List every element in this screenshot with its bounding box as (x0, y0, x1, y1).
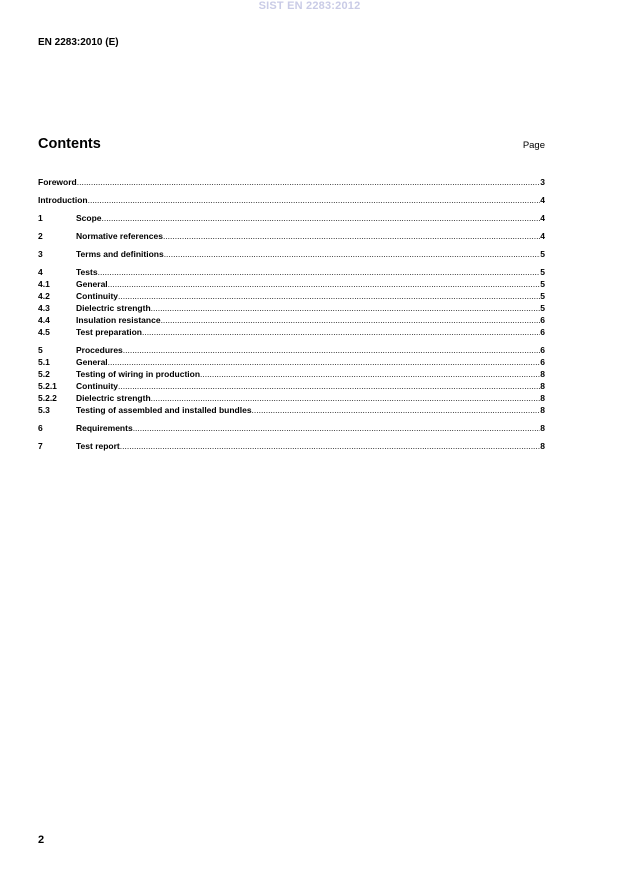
toc-entry-title: General (76, 357, 108, 367)
toc-entry-number: 4 (38, 267, 43, 278)
toc-entry-number: 4.5 (38, 327, 50, 337)
toc-entry-title: Test report (76, 440, 120, 451)
toc-leader-dots (200, 369, 540, 381)
toc-entry-page: 5 (540, 291, 545, 302)
toc-entry-number: 4.1 (38, 279, 50, 290)
toc-entry-number: 3 (38, 249, 43, 260)
toc-leader-dots (77, 177, 541, 189)
watermark: SIST EN 2283:2012 (258, 0, 361, 12)
toc-entry-terms-and-definitions[interactable] (38, 249, 545, 261)
toc-entry-page: 5 (540, 267, 545, 278)
toc-leader-dots (120, 441, 540, 453)
toc-entry-title: Continuity (76, 291, 119, 302)
toc-entry-general[interactable] (38, 357, 545, 369)
toc-entry-page: 4 (540, 195, 545, 206)
toc-entry-page: 3 (540, 177, 545, 187)
toc-entry-page: 8 (540, 368, 545, 379)
toc-leader-dots (161, 315, 541, 327)
page-number: 2 (38, 834, 45, 846)
toc-entry-page: 4 (540, 213, 545, 224)
toc-entry-title: Procedures (76, 345, 123, 356)
table-of-contents (38, 177, 545, 453)
toc-entry-procedures[interactable] (38, 345, 545, 357)
page-column-label: Page (522, 140, 545, 151)
toc-entry-page: 6 (540, 315, 545, 326)
toc-entry-title: Tests (76, 267, 98, 278)
toc-leader-dots (142, 327, 540, 339)
toc-entry-page: 8 (540, 404, 545, 415)
toc-entry-page: 6 (540, 327, 545, 337)
toc-entry-page: 8 (540, 380, 545, 391)
toc-entry-number: 5.2.2 (38, 392, 57, 403)
toc-entry-tests[interactable] (38, 267, 545, 279)
toc-entry-number: 4.4 (38, 315, 50, 326)
toc-leader-dots (151, 303, 541, 315)
toc-leader-dots (163, 231, 540, 243)
toc-leader-dots (98, 267, 541, 279)
toc-entry-normative-references[interactable] (38, 231, 545, 243)
toc-leader-dots (164, 249, 541, 261)
toc-entry-title: Introduction (38, 195, 88, 206)
toc-entry-title: Test preparation (76, 327, 142, 337)
toc-leader-dots (118, 291, 540, 303)
toc-entry-page: 5 (540, 249, 545, 260)
toc-entry-requirements[interactable] (38, 423, 545, 435)
toc-entry-page: 6 (540, 345, 545, 356)
toc-entry-page: 8 (540, 392, 545, 403)
toc-entry-introduction[interactable] (38, 195, 545, 207)
toc-entry-title: Insulation resistance (76, 315, 161, 326)
toc-entry-test-report[interactable] (38, 441, 545, 453)
toc-entry-continuity[interactable] (38, 381, 545, 393)
toc-entry-title: Dielectric strength (76, 303, 151, 314)
toc-entry-title: Scope (76, 213, 102, 224)
toc-leader-dots (252, 405, 541, 417)
toc-entry-title: Terms and definitions (76, 249, 164, 260)
toc-entry-foreword[interactable] (38, 177, 545, 189)
toc-entry-general[interactable] (38, 279, 545, 291)
toc-leader-dots (118, 381, 540, 393)
toc-leader-dots (88, 195, 541, 207)
toc-entry-insulation-resistance[interactable] (38, 315, 545, 327)
toc-entry-title: Normative references (76, 231, 163, 242)
toc-entry-title: Testing of wiring in production (76, 368, 201, 379)
toc-leader-dots (123, 345, 540, 357)
toc-entry-number: 5.2 (38, 368, 50, 379)
toc-entry-page: 8 (540, 422, 545, 433)
toc-entry-testing-of-assembled-and-installed-bundles[interactable] (38, 405, 545, 417)
toc-entry-testing-of-wiring-in-production[interactable] (38, 369, 545, 381)
toc-entry-title: Requirements (76, 422, 133, 433)
toc-entry-dielectric-strength[interactable] (38, 393, 545, 405)
toc-entry-title: Dielectric strength (76, 392, 151, 403)
toc-entry-number: 5.3 (38, 404, 50, 415)
toc-entry-number: 5.2.1 (38, 380, 57, 391)
toc-entry-title: Foreword (38, 177, 77, 187)
toc-entry-number: 4.2 (38, 291, 50, 302)
toc-entry-number: 6 (38, 422, 43, 433)
toc-entry-scope[interactable] (38, 213, 545, 225)
toc-leader-dots (108, 279, 541, 291)
toc-entry-title: Testing of assembled and installed bundles (76, 404, 252, 415)
toc-entry-number: 7 (38, 440, 43, 451)
toc-leader-dots (102, 213, 541, 225)
toc-entry-page: 8 (540, 440, 545, 451)
contents-heading: Contents (38, 136, 101, 152)
toc-entry-page: 4 (540, 231, 545, 242)
toc-leader-dots (151, 393, 541, 405)
toc-entry-number: 1 (38, 213, 43, 224)
toc-leader-dots (108, 357, 541, 369)
toc-entry-page: 5 (540, 303, 545, 314)
toc-entry-title: Continuity (76, 380, 119, 391)
toc-leader-dots (133, 423, 541, 435)
toc-entry-dielectric-strength[interactable] (38, 303, 545, 315)
toc-entry-title: General (76, 279, 108, 290)
toc-entry-number: 2 (38, 231, 43, 242)
document-id: EN 2283:2010 (E) (38, 37, 119, 48)
toc-entry-page: 6 (540, 357, 545, 367)
toc-entry-number: 5 (38, 345, 43, 356)
toc-entry-page: 5 (540, 279, 545, 290)
toc-entry-continuity[interactable] (38, 291, 545, 303)
toc-entry-test-preparation[interactable] (38, 327, 545, 339)
toc-entry-number: 4.3 (38, 303, 50, 314)
toc-entry-number: 5.1 (38, 357, 50, 367)
